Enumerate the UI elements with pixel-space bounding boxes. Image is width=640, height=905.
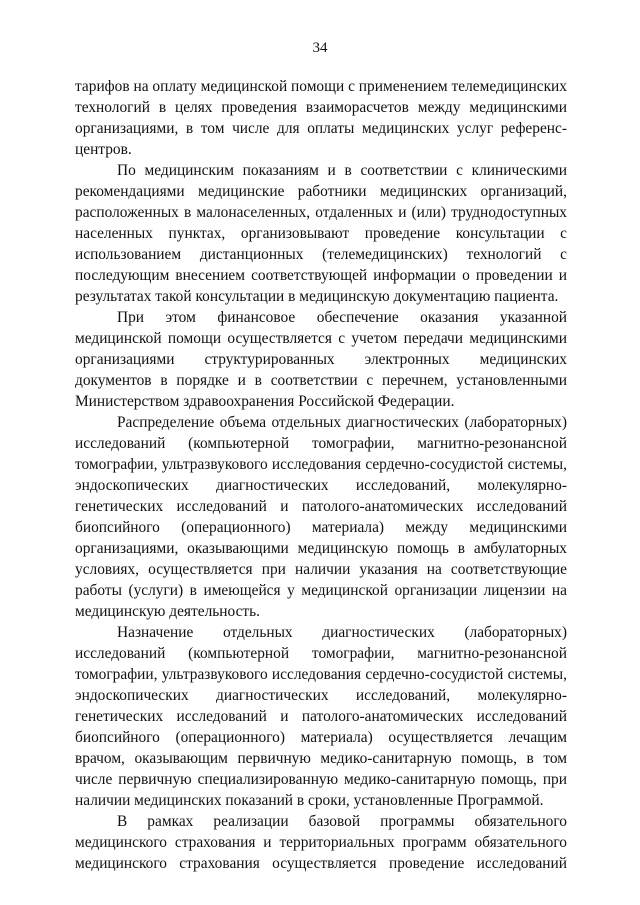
page-number: 34 [312, 40, 328, 56]
paragraph-diagnostics-distribution: Распределение объема отдельных диагностических (лабораторных) исследований (компьютерной томографии, магнитно-резонансной томографии, ультразвукового исследования сердечно-сосудистой системы, эндоскопических диагностических исследований, молекулярно-генетических исследований и патолого-анатомических исследований биопсийного (операционного) материала) между медицинскими организациями, оказывающими медицинскую помощь в амбулаторных условиях, осуществляется при наличии указания на соответствующие работы (услуги) в имеющейся у медицинской организации лицензии на медицинскую деятельность. [75, 414, 567, 620]
paragraph-diagnostics-prescription: Назначение отдельных диагностических (лабораторных) исследований (компьютерной томографии, магнитно-резонансной томографии, ультразвукового исследования сердечно-сосудистой системы, эндоскопических диагностических исследований, молекулярно-генетических исследований и патолого-анатомических исследований биопсийного (операционного) материала) осуществляется лечащим врачом, оказывающим первичную медико-санитарную помощь, в том числе первичную специализированную медико-санитарную помощь, при наличии медицинских показаний в сроки, установленные Программой. [75, 624, 567, 809]
paragraph-remote-consultations: По медицинским показаниям и в соответствии с клиническими рекомендациями медицинские работники медицинских организаций, расположенных в малонаселенных, отдаленных и (или) труднодоступных населенных пунктах, организовывают проведение консультации с использованием дистанционных (телемедицинских) технологий с последующим внесением соответствующей информации о проведении и результатах такой консультации в медицинскую документацию пациента. [75, 162, 567, 305]
document-body [75, 76, 567, 874]
paragraph-basic-program: В рамках реализации базовой программы обязательного медицинского страхования и территориальных программ обязательного медицинского страхования осуществляется проведение исследований [75, 813, 567, 872]
paragraph-financial-support: При этом финансовое обеспечение оказания указанной медицинской помощи осуществляется с учетом передачи медицинскими организациями структурированных электронных медицинских документов в порядке и в соответствии с перечнем, установленными Министерством здравоохранения Российской Федерации. [75, 309, 567, 410]
paragraph-telemedicine-tariffs: тарифов на оплату медицинской помощи с применением телемедицинских технологий в целях проведения взаиморасчетов между медицинскими организациями, в том числе для оплаты медицинских услуг референс-центров. [75, 78, 567, 158]
